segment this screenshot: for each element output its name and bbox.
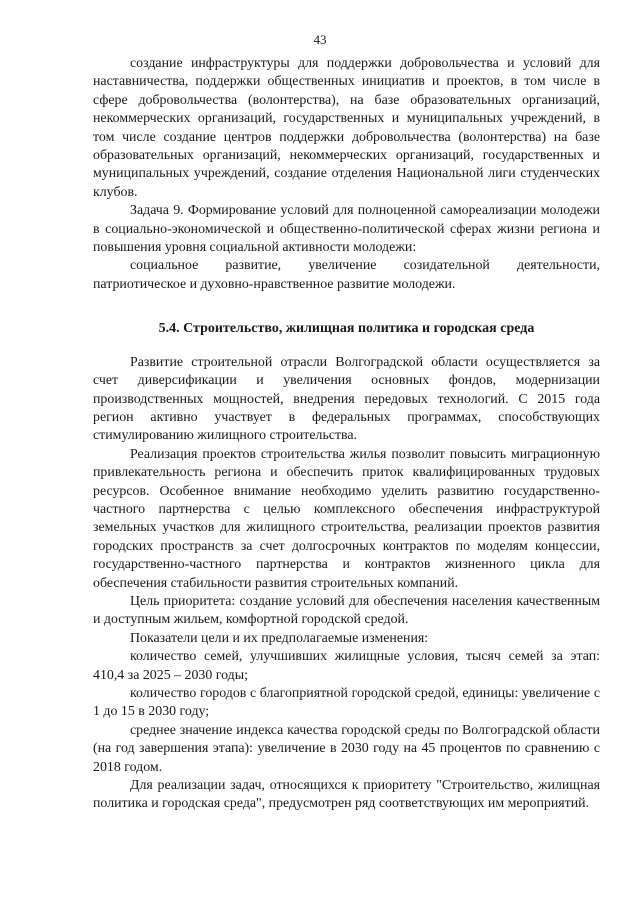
page-content	[93, 55, 600, 814]
paragraph: количество семей, улучшивших жилищные условия, тысяч семей за этап: 410,4 за 2025 – 2030 годы;	[93, 649, 600, 683]
paragraph: Цель приоритета: создание условий для обеспечения населения качественным и доступным жильем, комфортной городской средой.	[93, 593, 600, 628]
paragraph: Задача 9. Формирование условий для полноценной самореализации молодежи в социально-экономической и общественно-политической сферах жизни региона и повышения уровня социальной активности молодежи:	[93, 203, 600, 256]
paragraph: среднее значение индекса качества городской среды по Волгоградской области (на год завершения этапа): увеличение в 2030 году на 45 процентов по сравнению с 2018 годом.	[93, 722, 600, 775]
page-number: 43	[313, 32, 327, 47]
paragraph: Для реализации задач, относящихся к приоритету "Строительство, жилищная политика и городская среда", предусмотрен ряд соответствующих им мероприятий.	[93, 778, 600, 812]
paragraph: Реализация проектов строительства жилья позволит повысить миграционную привлекательность региона и обеспечить приток квалифицированных трудовых ресурсов. Особенное внимание необходимо уделить развитию государственно-частного партнерства с целью комплексного обеспечения инфраструктурой земельных участков для жилищного строительства, реализации проектов развития городских пространств за счет долгосрочных контрактов по моделям концессии, государственно-частного партнерства и контрактов жизненного цикла для обеспечения стабильности развития строительных компаний.	[93, 446, 600, 591]
paragraph: создание инфраструктуры для поддержки добровольчества и условий для наставничества, поддержки общественных инициатив и проектов, в том числе в сфере добровольчества (волонтерства), на базе образовательных организаций, некоммерческих организаций, государственных и муниципальных учреждений, в том числе создание центров поддержки добровольчества (волонтерства) на базе образовательных организаций, некоммерческих организаций, государственных и муниципальных учреждений, создание отделения Национальной лиги студенческих клубов.	[93, 56, 600, 200]
paragraph: количество городов с благоприятной городской средой, единицы: увеличение с 1 до 15 в 2030 году;	[93, 686, 600, 720]
section-heading: 5.4. Строительство, жилищная политика и городская среда	[158, 321, 535, 337]
paragraph: Показатели цели и их предполагаемые изменения:	[130, 630, 429, 646]
paragraph: социальное развитие, увеличение созидательной деятельности, патриотическое и духовно-нравственное развитие молодежи.	[93, 258, 600, 292]
paragraph: Развитие строительной отрасли Волгоградской области осуществляется за счет диверсификации и увеличения основных фондов, модернизации производственных мощностей, внедрения передовых технологий. С 2015 года регион активно участвует в федеральных программах, способствующих стимулированию жилищного строительства.	[93, 354, 600, 444]
